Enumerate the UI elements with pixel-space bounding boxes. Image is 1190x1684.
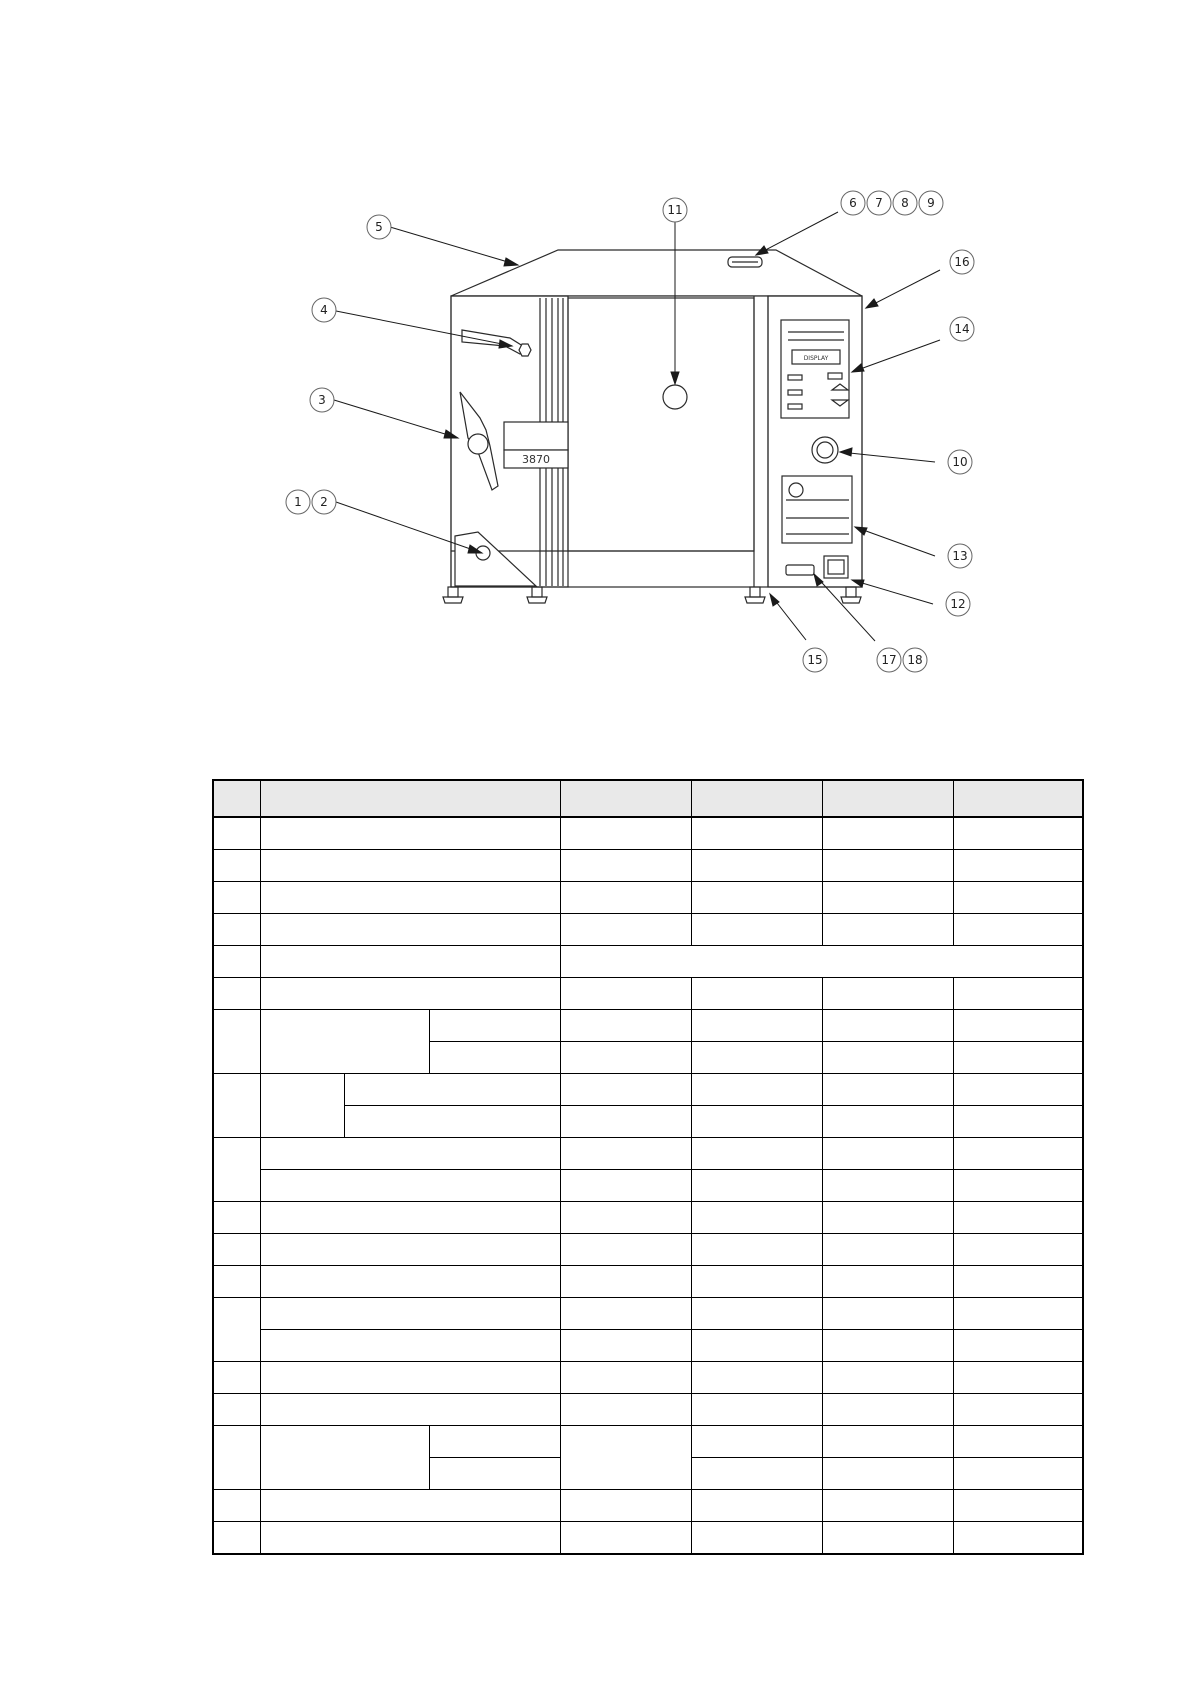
model-number-text: 3870 <box>522 453 550 466</box>
table-row <box>213 1330 1083 1362</box>
callout-6: 6 <box>849 196 857 210</box>
display-text: DISPLAY <box>803 355 829 362</box>
callout-13: 13 <box>952 549 968 563</box>
table-row <box>213 1010 1083 1042</box>
table-row <box>213 1362 1083 1394</box>
header-col-2 <box>691 780 822 817</box>
callout-11: 11 <box>667 203 683 217</box>
callout-12: 12 <box>950 597 966 611</box>
callout-18: 18 <box>907 653 923 667</box>
parts-table <box>212 779 1084 1555</box>
foot-right-2 <box>846 587 856 597</box>
callout-14: 14 <box>954 322 970 336</box>
callout-4: 4 <box>320 303 328 317</box>
table-row <box>213 1490 1083 1522</box>
callout-5: 5 <box>375 220 383 234</box>
table-row <box>213 1202 1083 1234</box>
callout-16: 16 <box>954 255 970 269</box>
control-panel <box>781 320 849 418</box>
table-header-row <box>213 780 1083 817</box>
table-row <box>213 817 1083 850</box>
table-row <box>213 946 1083 978</box>
foot-left-1 <box>448 587 458 597</box>
callout-7: 7 <box>875 196 883 210</box>
table-row <box>213 1106 1083 1138</box>
table-row <box>213 1426 1083 1458</box>
table-row <box>213 1266 1083 1298</box>
table-row <box>213 978 1083 1010</box>
callout-15: 15 <box>807 653 823 667</box>
table-row <box>213 850 1083 882</box>
callout-3: 3 <box>318 393 326 407</box>
foot-left-2 <box>532 587 542 597</box>
upper-latch-nut <box>519 344 531 356</box>
brand-plate <box>504 422 568 450</box>
table-row <box>213 1394 1083 1426</box>
foot-right-1 <box>750 587 760 597</box>
table-row <box>213 1074 1083 1106</box>
callout-10: 10 <box>952 455 968 469</box>
table-row <box>213 1522 1083 1555</box>
handle-hub <box>468 434 488 454</box>
top-cover <box>451 250 862 296</box>
header-description <box>260 780 560 817</box>
callout-17: 17 <box>881 653 897 667</box>
table-row <box>213 1170 1083 1202</box>
table-row <box>213 882 1083 914</box>
header-number <box>213 780 260 817</box>
callout-8: 8 <box>901 196 909 210</box>
table-row <box>213 1298 1083 1330</box>
pressure-gauge <box>812 437 838 463</box>
technical-drawing <box>0 0 1190 720</box>
header-col-4 <box>953 780 1083 817</box>
chamber-center-mark <box>663 385 687 409</box>
table-row <box>213 1138 1083 1170</box>
header-col-1 <box>560 780 691 817</box>
header-col-3 <box>822 780 953 817</box>
table-row <box>213 1234 1083 1266</box>
printer-module <box>782 476 852 543</box>
table-row <box>213 914 1083 946</box>
serial-port <box>786 565 814 575</box>
callout-2: 2 <box>320 495 328 509</box>
callout-9: 9 <box>927 196 935 210</box>
callout-1: 1 <box>294 495 302 509</box>
